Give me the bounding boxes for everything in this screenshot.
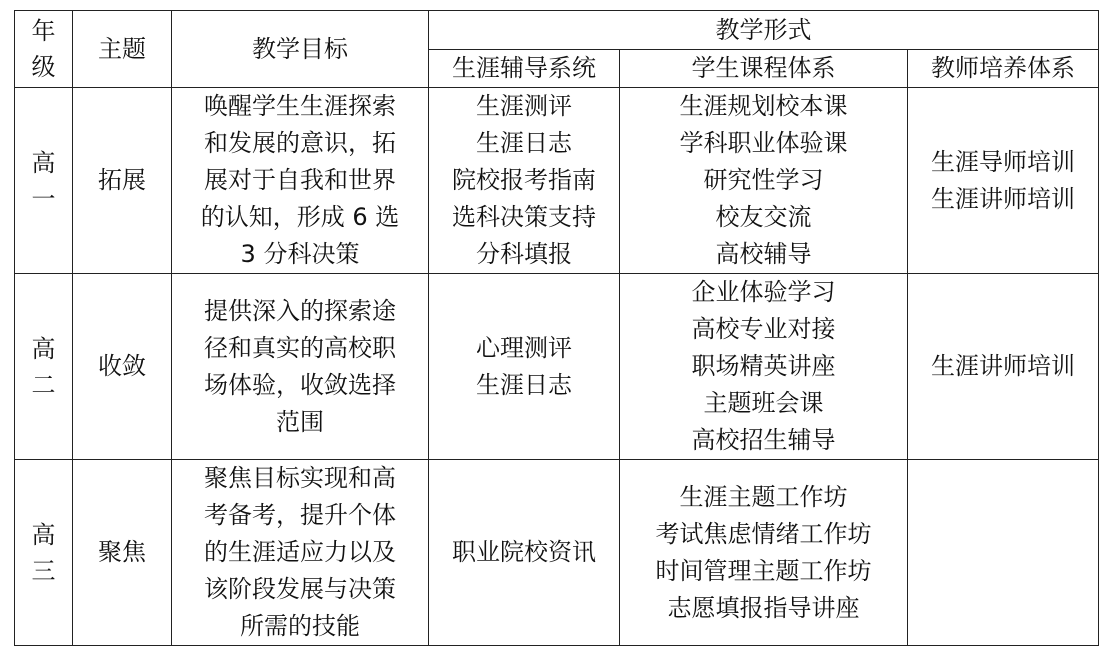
teacher-cell: 生涯导师培训 生涯讲师培训 bbox=[908, 88, 1099, 274]
grade-cell: 高 二 bbox=[15, 274, 73, 460]
header-goal: 教学目标 bbox=[172, 11, 429, 88]
table-row bbox=[15, 460, 1099, 646]
header-career-system: 生涯辅导系统 bbox=[429, 50, 620, 88]
career-cell: 心理测评 生涯日志 bbox=[429, 274, 620, 460]
teacher-cell bbox=[908, 460, 1099, 646]
teacher-cell: 生涯讲师培训 bbox=[908, 274, 1099, 460]
header-theme: 主题 bbox=[73, 11, 172, 88]
grade-cell: 高 三 bbox=[15, 460, 73, 646]
theme-cell: 聚焦 bbox=[73, 460, 172, 646]
course-cell: 生涯主题工作坊 考试焦虑情绪工作坊 时间管理主题工作坊 志愿填报指导讲座 bbox=[620, 460, 908, 646]
course-cell: 生涯规划校本课 学科职业体验课 研究性学习 校友交流 高校辅导 bbox=[620, 88, 908, 274]
header-grade: 年 级 bbox=[15, 11, 73, 88]
goal-cell: 聚焦目标实现和高 考备考，提升个体 的生涯适应力以及 该阶段发展与决策 所需的技能 bbox=[172, 460, 429, 646]
theme-cell: 拓展 bbox=[73, 88, 172, 274]
grade-cell: 高 一 bbox=[15, 88, 73, 274]
header-course-system: 学生课程体系 bbox=[620, 50, 908, 88]
header-form: 教学形式 bbox=[429, 11, 1099, 50]
career-cell: 生涯测评 生涯日志 院校报考指南 选科决策支持 分科填报 bbox=[429, 88, 620, 274]
goal-cell: 提供深入的探索途 径和真实的高校职 场体验，收敛选择 范围 bbox=[172, 274, 429, 460]
career-cell: 职业院校资讯 bbox=[429, 460, 620, 646]
table-row bbox=[15, 274, 1099, 460]
education-plan-table bbox=[14, 10, 1099, 646]
course-cell: 企业体验学习 高校专业对接 职场精英讲座 主题班会课 高校招生辅导 bbox=[620, 274, 908, 460]
theme-cell: 收敛 bbox=[73, 274, 172, 460]
header-teacher-system: 教师培养体系 bbox=[908, 50, 1099, 88]
table-row bbox=[15, 88, 1099, 274]
goal-cell: 唤醒学生生涯探索 和发展的意识，拓 展对于自我和世界 的认知，形成 6 选 3 分科决策 bbox=[172, 88, 429, 274]
